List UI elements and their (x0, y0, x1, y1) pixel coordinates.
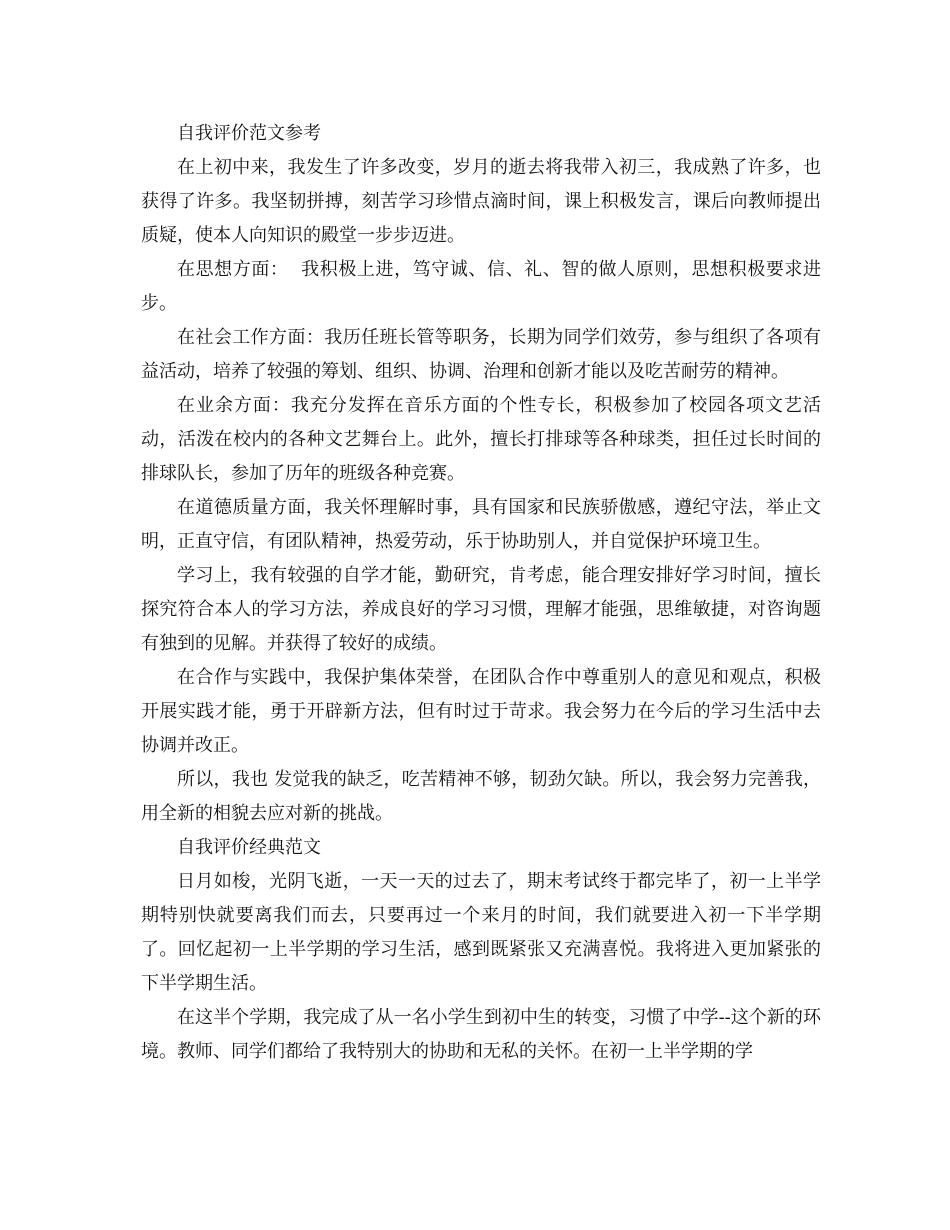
paragraph: 在思想方面： 我积极上进，笃守诚、信、礼、智的做人原则，思想积极要求进步。 (141, 259, 821, 314)
paragraph: 日月如梭，光阴飞逝，一天一天的过去了，期末考试终于都完毕了，初一上半学期特别快就要离我们而去，只要再过一个来月的时间，我们就要进入初一下半学期了。回忆起初一上半学期的学习生活，感到既紧张又充满喜悦。我将进入更加紧张的下半学期生活。 (141, 871, 821, 994)
paragraph: 学习上，我有较强的自学才能，勤研究，肯考虑，能合理安排好学习时间，擅长探究符合本人的学习方法，养成良好的学习习惯，理解才能强，思维敏捷，对咨询题有独到的见解。并获得了较好的成绩。 (141, 565, 821, 654)
paragraph: 在道德质量方面，我关怀理解时事，具有国家和民族骄傲感，遵纪守法，举止文明，正直守信，有团队精神，热爱劳动，乐于协助别人，并自觉保护环境卫生。 (141, 497, 821, 552)
paragraph: 在上初中来，我发生了许多改变，岁月的逝去将我带入初三，我成熟了许多，也获得了许多。我坚韧拼搏，刻苦学习珍惜点滴时间，课上积极发言，课后向教师提出质疑，使本人向知识的殿堂一步步迈进。 (141, 157, 821, 246)
paragraph: 在合作与实践中，我保护集体荣誉，在团队合作中尊重别人的意见和观点，积极开展实践才能，勇于开辟新方法，但有时过于苛求。我会努力在今后的学习生活中去协调并改正。 (141, 667, 821, 756)
paragraph: 在社会工作方面：我历任班长管等职务，长期为同学们效劳，参与组织了各项有益活动，培养了较强的筹划、组织、协调、治理和创新才能以及吃苦耐劳的精神。 (141, 327, 821, 382)
section-heading-reference: 自我评价范文参考 (177, 123, 321, 144)
paragraph: 在这半个学期，我完成了从一名小学生到初中生的转变，习惯了中学--这个新的环境。教师、同学们都给了我特别大的协助和无私的关怀。在初一上半学期的学 (141, 1007, 821, 1062)
document-body (141, 117, 821, 1069)
section-heading-classic: 自我评价经典范文 (177, 837, 321, 858)
paragraph: 所以，我也 发觉我的缺乏，吃苦精神不够，韧劲欠缺。所以，我会努力完善我，用全新的相貌去应对新的挑战。 (141, 769, 821, 824)
paragraph: 在业余方面：我充分发挥在音乐方面的个性专长，积极参加了校园各项文艺活动，活泼在校内的各种文艺舞台上。此外，擅长打排球等各种球类，担任过长时间的排球队长，参加了历年的班级各种竞赛。 (141, 395, 821, 484)
